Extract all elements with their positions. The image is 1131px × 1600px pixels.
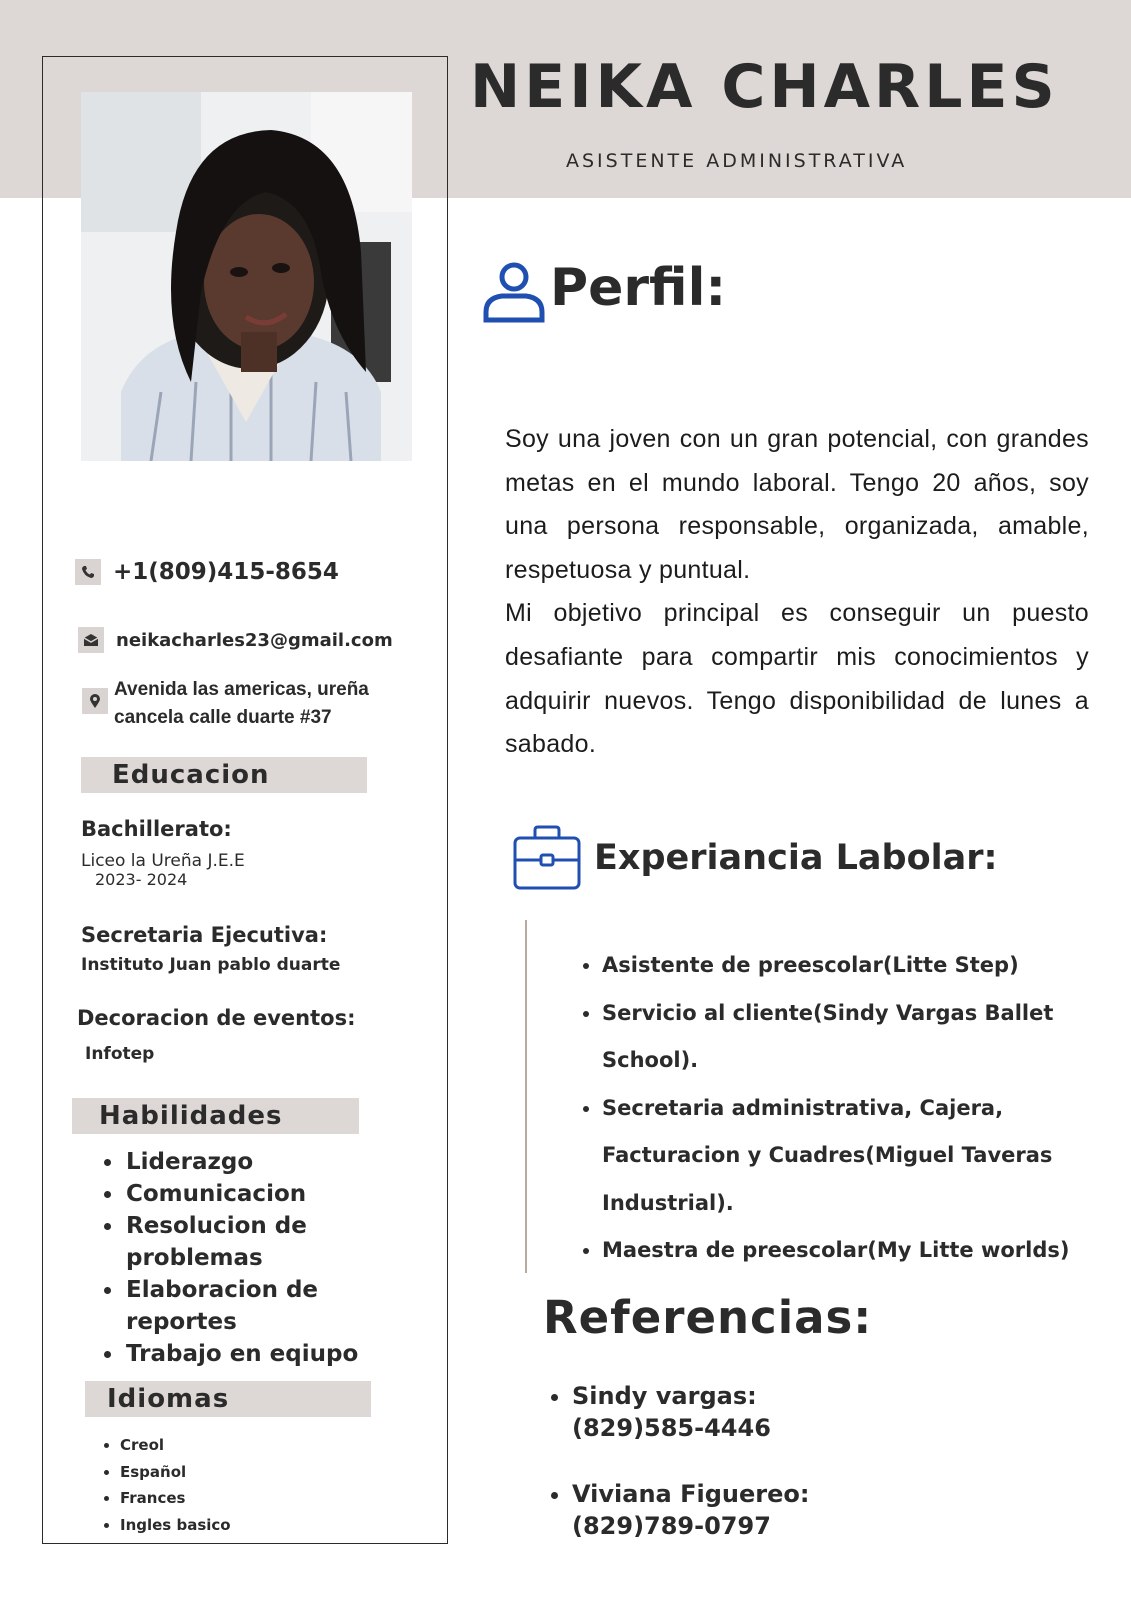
references-heading: Referencias:: [543, 1291, 873, 1344]
profile-photo: [81, 92, 412, 461]
language-item: • Español: [120, 1459, 231, 1486]
skill-item: • Liderazgo: [124, 1146, 424, 1178]
education-item-institution: Liceo la Ureña J.E.E: [81, 851, 245, 871]
education-item-title: Bachillerato:: [81, 817, 232, 841]
languages-heading: Idiomas: [85, 1381, 371, 1417]
reference-phone[interactable]: (829)789-0797: [572, 1512, 771, 1540]
experience-item: • Maestra de preescolar(My Litte worlds): [602, 1227, 1092, 1275]
skill-item: • Elaboracion de reportes: [124, 1274, 424, 1338]
candidate-name: NEIKA CHARLES: [470, 52, 1059, 122]
education-item-title: Decoracion de eventos:: [77, 1006, 356, 1030]
languages-list: [100, 1432, 231, 1538]
language-item: • Frances: [120, 1485, 231, 1512]
language-item: • Creol: [120, 1432, 231, 1459]
reference-name: Viviana Figuereo:: [572, 1480, 810, 1508]
language-item: • Ingles basico: [120, 1512, 231, 1539]
user-icon: [482, 260, 546, 328]
skill-item: • Resolucion de problemas: [124, 1210, 424, 1274]
skills-list: [100, 1146, 424, 1370]
contact-phone-row: [75, 559, 339, 585]
experience-item: • Asistente de preescolar(Litte Step): [602, 942, 1092, 990]
profile-paragraph: Soy una joven con un gran potencial, con grandes metas en el mundo laboral. Tengo 20 años, soy una persona responsable, organizada, amable, respetuosa y puntual.: [505, 425, 1089, 584]
skill-item: • Comunicacion: [124, 1178, 424, 1210]
envelope-icon: [78, 627, 104, 653]
profile-heading: Perfil:: [550, 258, 727, 318]
experience-list: [580, 942, 1092, 1275]
education-item-years: 2023- 2024: [95, 870, 188, 889]
contact-phone[interactable]: +1(809)415-8654: [113, 559, 339, 585]
contact-address: Avenida las americas, ureña cancela calle duarte #37: [114, 679, 369, 728]
education-heading: Educacion: [81, 757, 367, 793]
reference-phone[interactable]: (829)585-4446: [572, 1414, 771, 1442]
experience-item: • Secretaria administrativa, Cajera, Facturacion y Cuadres(Miguel Taveras Industrial).: [602, 1085, 1092, 1228]
experience-heading: Experiancia Labolar:: [594, 838, 998, 878]
references-list: [548, 1380, 1072, 1576]
reference-item: [572, 1478, 1072, 1542]
phone-icon: [75, 559, 101, 585]
reference-item: [572, 1380, 1072, 1444]
education-item-title: Secretaria Ejecutiva:: [81, 923, 328, 947]
contact-address-icon-row: [82, 688, 108, 714]
reference-name: Sindy vargas:: [572, 1382, 757, 1410]
education-item-institution: Infotep: [85, 1044, 155, 1064]
skill-item: • Trabajo en eqiupo: [124, 1338, 424, 1370]
map-pin-icon: [82, 688, 108, 714]
contact-email[interactable]: neikacharles23@gmail.com: [116, 629, 393, 651]
profile-text: [505, 418, 1089, 767]
education-item-institution: Instituto Juan pablo duarte: [81, 955, 341, 975]
contact-email-row: [78, 627, 393, 653]
experience-item: • Servicio al cliente(Sindy Vargas Ballet School).: [602, 990, 1092, 1085]
candidate-role: ASISTENTE ADMINISTRATIVA: [566, 150, 908, 172]
briefcase-icon: [512, 824, 582, 898]
profile-paragraph: Mi objetivo principal es conseguir un puesto desafiante para compartir mis conocimientos y adquirir nuevos. Tengo disponibilidad de lunes a sabado.: [505, 599, 1089, 759]
skills-heading: Habilidades: [72, 1098, 359, 1134]
experience-divider: [525, 920, 527, 1273]
